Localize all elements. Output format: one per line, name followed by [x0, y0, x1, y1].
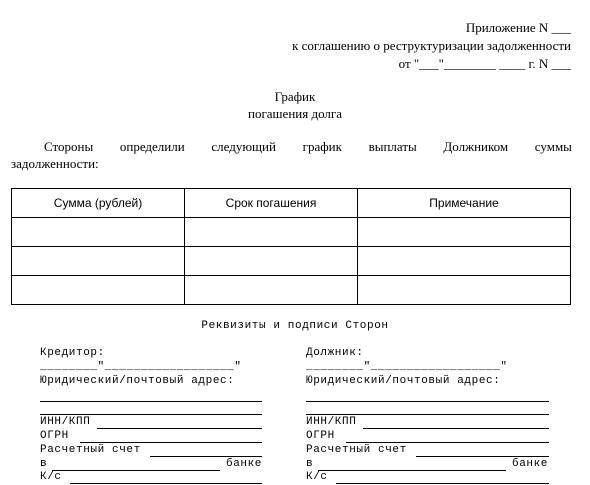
document-subtitle: погашения долга	[247, 106, 342, 121]
table-cell[interactable]	[12, 218, 185, 247]
creditor-address-label: Юридический/почтовый адрес:	[40, 375, 235, 387]
table-header-row	[12, 189, 571, 218]
debtor-inn-field[interactable]	[363, 428, 549, 429]
creditor-label: Кредитор:	[40, 347, 105, 359]
column-header-term: Срок погашения	[185, 189, 358, 218]
debtor-address-label: Юридический/почтовый адрес:	[306, 375, 501, 387]
debtor-address-line-1[interactable]	[306, 401, 549, 402]
column-header-note: Примечание	[358, 189, 571, 218]
agreement-date-line: от "___"________ ____ г. N ___	[398, 56, 571, 71]
debtor-inn-label: ИНН/КПП	[306, 416, 357, 428]
creditor-ogrn-field[interactable]	[80, 442, 262, 443]
payment-schedule-table	[11, 188, 571, 305]
debtor-name-line[interactable]: ________"__________________"	[306, 361, 508, 373]
debtor-ogrn-field[interactable]	[346, 442, 549, 443]
table-row	[12, 276, 571, 305]
column-header-amount: Сумма (рублей)	[12, 189, 185, 218]
creditor-ogrn-label: ОГРН	[40, 430, 69, 442]
debtor-address-line-2[interactable]	[306, 414, 549, 415]
creditor-ks-label: К/с	[40, 471, 62, 483]
debtor-ks-field[interactable]	[336, 483, 549, 484]
intro-paragraph-line1	[44, 139, 572, 155]
creditor-name-line[interactable]: ________"__________________"	[40, 361, 242, 373]
debtor-ks-label: К/с	[306, 471, 328, 483]
table-cell[interactable]	[185, 218, 358, 247]
table-cell[interactable]	[12, 247, 185, 276]
intro-word: следующий	[211, 139, 276, 154]
debtor-bank-prefix: в	[306, 458, 314, 470]
table-cell[interactable]	[358, 276, 571, 305]
creditor-ks-field[interactable]	[70, 483, 262, 484]
document-title: График	[274, 89, 316, 104]
debtor-bank-suffix: банке	[512, 458, 549, 470]
creditor-inn-field[interactable]	[97, 428, 262, 429]
agreement-reference: к соглашению о реструктуризации задолженности	[292, 38, 571, 53]
signatures-title: Реквизиты и подписи Сторон	[201, 320, 389, 332]
debtor-account-label: Расчетный счет	[306, 444, 407, 456]
creditor-address-line-1[interactable]	[40, 401, 262, 402]
table-cell[interactable]	[185, 247, 358, 276]
intro-word: выплаты	[368, 139, 417, 154]
table-cell[interactable]	[185, 276, 358, 305]
debtor-label: Должник:	[306, 347, 364, 359]
intro-word: Стороны	[44, 139, 94, 154]
intro-word: график	[302, 139, 342, 154]
creditor-bank-field[interactable]	[52, 470, 220, 471]
table-row	[12, 218, 571, 247]
debtor-ogrn-label: ОГРН	[306, 430, 335, 442]
creditor-bank-suffix: банке	[226, 458, 263, 470]
intro-word: определили	[119, 139, 185, 154]
intro-word: Должником	[443, 139, 509, 154]
intro-paragraph-line2: задолженности:	[11, 156, 99, 171]
table-cell[interactable]	[12, 276, 185, 305]
debtor-bank-field[interactable]	[318, 470, 506, 471]
table-cell[interactable]	[358, 218, 571, 247]
creditor-inn-label: ИНН/КПП	[40, 416, 91, 428]
creditor-account-label: Расчетный счет	[40, 444, 141, 456]
intro-word: суммы	[534, 139, 572, 154]
debtor-account-field[interactable]	[416, 456, 549, 457]
appendix-number: Приложение N ___	[465, 20, 571, 35]
creditor-account-field[interactable]	[150, 456, 262, 457]
creditor-address-line-2[interactable]	[40, 414, 262, 415]
table-cell[interactable]	[358, 247, 571, 276]
table-row	[12, 247, 571, 276]
creditor-bank-prefix: в	[40, 458, 48, 470]
